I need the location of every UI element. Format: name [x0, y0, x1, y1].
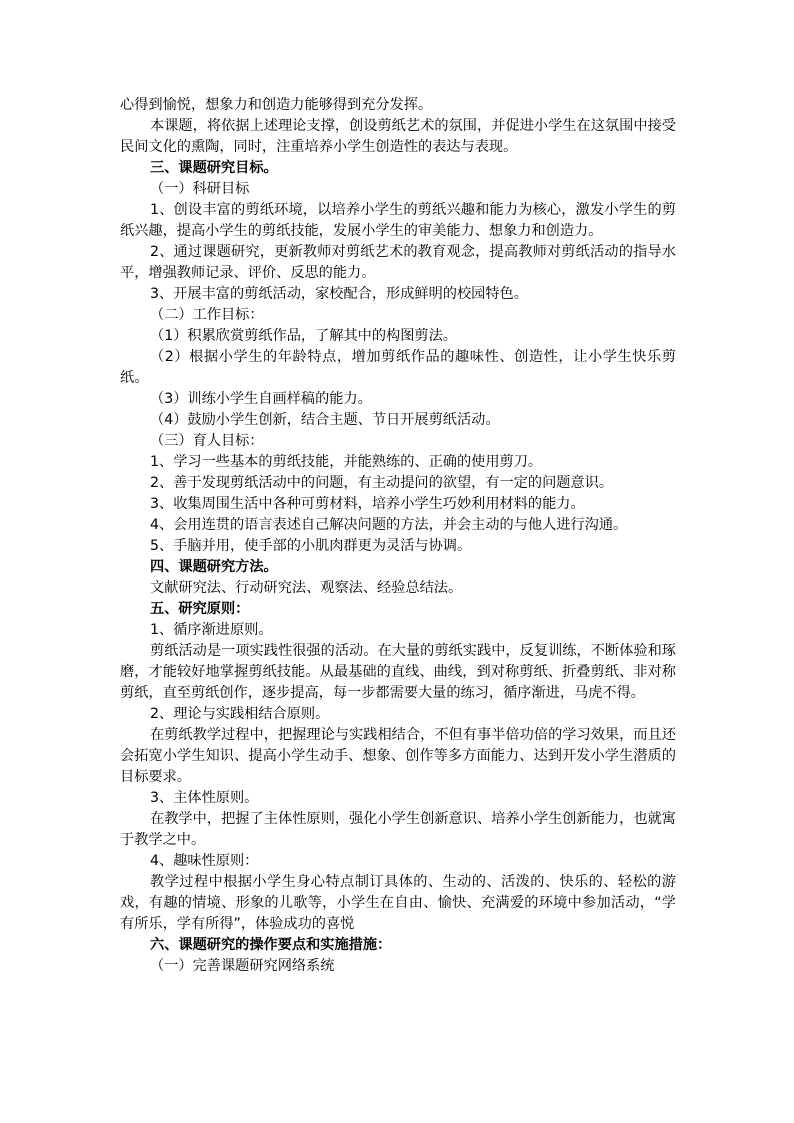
principle-title: 2、理论与实践相结合原则。: [150, 706, 330, 722]
paragraph: 在教学中，把握了主体性原则，强化小学生创新意识、培养小学生创新能力，也就寓于教学之中。: [120, 811, 676, 848]
list-item: 2、善于发现剪纸活动中的问题，有主动提问的欲望，有一定的问题意识。: [150, 475, 614, 491]
subsection-heading: （三）育人目标：: [150, 433, 264, 449]
list-item: （2）根据小学生的年龄特点，增加剪纸作品的趣味性、创造性，让小学生快乐剪纸。: [120, 349, 676, 386]
paragraph: 在剪纸教学过程中，把握理论与实践相结合，不但有事半倍功倍的学习效果，而且还会拓宽小学生知识、提高小学生动手、想象、创作等多方面能力、达到开发小学生潜质的目标要求。: [120, 727, 676, 785]
section-heading: 三、课题研究目标。: [150, 160, 278, 176]
paragraph: 心得到愉悦，想象力和创造力能够得到充分发挥。: [120, 97, 433, 113]
list-item: 1、创设丰富的剪纸环境，以培养小学生的剪纸兴趣和能力为核心，激发小学生的剪纸兴趣，提高小学生的剪纸技能，发展小学生的审美能力、想象力和创造力。: [120, 202, 676, 239]
principle-title: 1、循序渐进原则。: [150, 622, 273, 638]
paragraph: 本课题，将依据上述理论支撑，创设剪纸艺术的氛围，并促进小学生在这氛围中接受民间文化的熏陶，同时，注重培养小学生创造性的表达与表现。: [120, 118, 676, 155]
principle-title: 3、主体性原则。: [150, 790, 259, 806]
principle-title: 4、趣味性原则：: [150, 853, 259, 869]
list-item: （4）鼓励小学生创新，结合主题、节日开展剪纸活动。: [150, 412, 500, 428]
section-heading: 六、课题研究的操作要点和实施措施：: [150, 937, 392, 953]
section-heading: 五、研究原则：: [150, 601, 250, 617]
list-item: 3、收集周围生活中各种可剪材料，培养小学生巧妙利用材料的能力。: [150, 496, 585, 512]
list-item: 3、开展丰富的剪纸活动，家校配合，形成鲜明的校园特色。: [150, 286, 528, 302]
list-item: （1）积累欣赏剪纸作品，了解其中的构图剪法。: [150, 328, 457, 344]
list-item: （3）训练小学生自画样稿的能力。: [150, 391, 372, 407]
subsection-heading: （一）科研目标: [150, 181, 250, 197]
list-item: 1、学习一些基本的剪纸技能，并能熟练的、正确的使用剪刀。: [150, 454, 543, 470]
document-page: [120, 95, 676, 977]
subsection-heading: （二）工作目标：: [150, 307, 264, 323]
section-heading: 四、课题研究方法。: [150, 559, 278, 575]
list-item: 2、通过课题研究，更新教师对剪纸艺术的教育观念，提高教师对剪纸活动的指导水平，增强教师记录、评价、反思的能力。: [120, 244, 676, 281]
list-item: 5、手脑并用，使手部的小肌肉群更为灵活与协调。: [150, 538, 472, 554]
paragraph: 文献研究法、行动研究法、观察法、经验总结法。: [150, 580, 463, 596]
paragraph: 剪纸活动是一项实践性很强的活动。在大量的剪纸实践中，反复训练，不断体验和琢磨，才能较好地掌握剪纸技能。从最基础的直线、曲线，到对称剪纸、折叠剪纸、非对称剪纸，直至剪纸创作，逐步提高，每一步都需要大量的练习，循序渐进，马虎不得。: [120, 643, 676, 701]
paragraph: 教学过程中根据小学生身心特点制订具体的、生动的、活泼的、快乐的、轻松的游戏，有趣的情境、形象的儿歌等，小学生在自由、愉快、充满爱的环境中参加活动，“学有所乐，学有所得”，体验成功的喜悦: [120, 874, 676, 932]
subsection-heading: （一）完善课题研究网络系统: [150, 958, 335, 974]
list-item: 4、会用连贯的语言表述自己解决问题的方法，并会主动的与他人进行沟通。: [150, 517, 628, 533]
